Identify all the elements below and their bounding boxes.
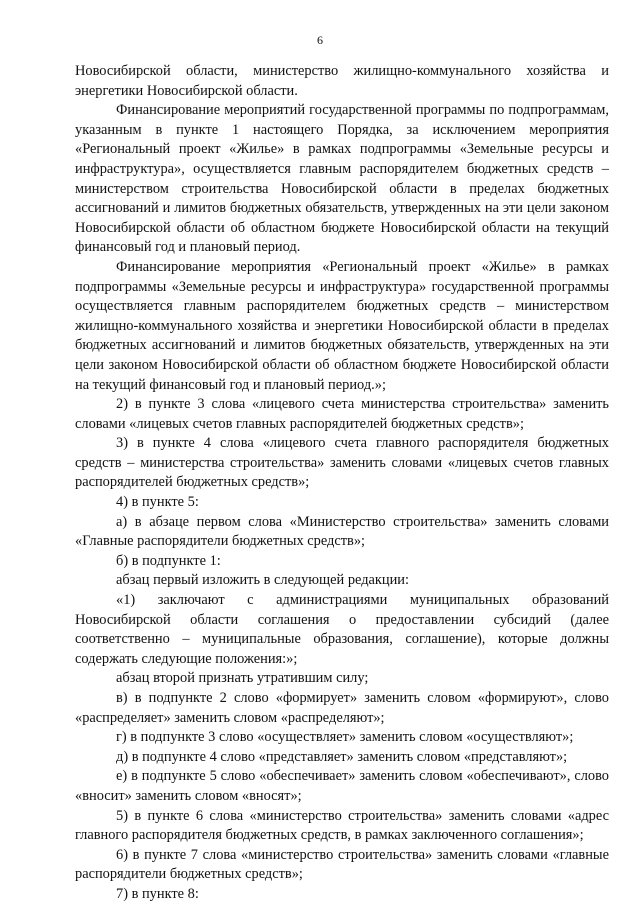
paragraph-new-wording: «1) заключают с администрациями муниципальных образований Новосибирской области соглашения о предоставлении субсидий (далее соответственно – муниципальные образования, соглашение), которые должны содержать следующие положения:»; xyxy=(75,592,609,667)
paragraph-item-4a: а) в абзаце первом слова «Министерство строительства» заменить словами «Главные распорядители бюджетных средств»; xyxy=(75,513,609,550)
paragraph-item-4v: в) в подпункте 2 слово «формирует» заменить словом «формируют», слово «распределяет» заменить словом «распределяют»; xyxy=(75,690,609,726)
paragraph-financing-housing-project: Финансирование мероприятия «Региональный проект «Жилье» в рамках подпрограммы «Земельные ресурсы и инфраструктура» государственной программы осуществляется главным распорядителем бюджетных средств – министерством жилищно-коммунального хозяйства и энергетики Новосибирской области в пределах бюджетных ассигнований и лимитов бюджетных обязательств, утвержденных на эти цели законом Новосибирской области об областном бюджете Новосибирской области на текущий финансовый год и плановый период.»; xyxy=(75,258,609,393)
paragraph-item-4g: г) в подпункте 3 слово «осуществляет» заменить словом «осуществляют»; xyxy=(116,729,574,746)
paragraph-item-6: 6) в пункте 7 слова «министерство строительства» заменить словами «главные распорядители бюджетных средств»; xyxy=(75,846,609,883)
paragraph-continuation: Новосибирской области, министерство жилищно-коммунального хозяйства и энергетики Новосибирской области. xyxy=(75,63,609,99)
paragraph-item-4e: е) в подпункте 5 слово «обеспечивает» заменить словом «обеспечивают», слово «вносит» заменить словом «вносят»; xyxy=(75,768,609,804)
paragraph-item-4d: д) в подпункте 4 слово «представляет» заменить словом «представляют»; xyxy=(116,748,568,765)
paragraph-financing-subprograms: Финансирование мероприятий государственной программы по подпрограммам, указанным в пункте 1 настоящего Порядка, за исключением мероприятия «Региональный проект «Жилье» в рамках подпрограммы «Земельные ресурсы и инфраструктура», осуществляется главным распорядителем бюджетных средств – министерством строительства Новосибирской области в пределах бюджетных ассигнований и лимитов бюджетных обязательств, утвержденных на эти цели законом Новосибирской области об областном бюджете Новосибирской области на текущий финансовый год и плановый период. xyxy=(75,102,609,256)
page-number: 6 xyxy=(317,33,323,47)
paragraph-item-5: 5) в пункте 6 слова «министерство строительства» заменить словами «адрес главного распорядителя бюджетных средств, в рамках заключенного соглашения»; xyxy=(75,807,609,844)
paragraph-item-2: 2) в пункте 3 слова «лицевого счета министерства строительства» заменить словами «лицевых счетов главных распорядителей бюджетных средств»; xyxy=(75,396,609,432)
paragraph-item-4: 4) в пункте 5: xyxy=(116,494,199,511)
paragraph-second-abzac: абзац второй признать утратившим силу; xyxy=(116,670,369,687)
paragraph-item-3: 3) в пункте 4 слова «лицевого счета главного распорядителя бюджетных средств – министерства строительства» заменить словами «лицевых счетов главных распорядителей бюджетных средств»; xyxy=(75,435,609,491)
paragraph-first-abzac: абзац первый изложить в следующей редакции: xyxy=(116,572,410,589)
paragraph-item-7: 7) в пункте 8: xyxy=(116,885,199,902)
document-body xyxy=(75,62,609,905)
paragraph-item-4b: б) в подпункте 1: xyxy=(116,552,221,569)
